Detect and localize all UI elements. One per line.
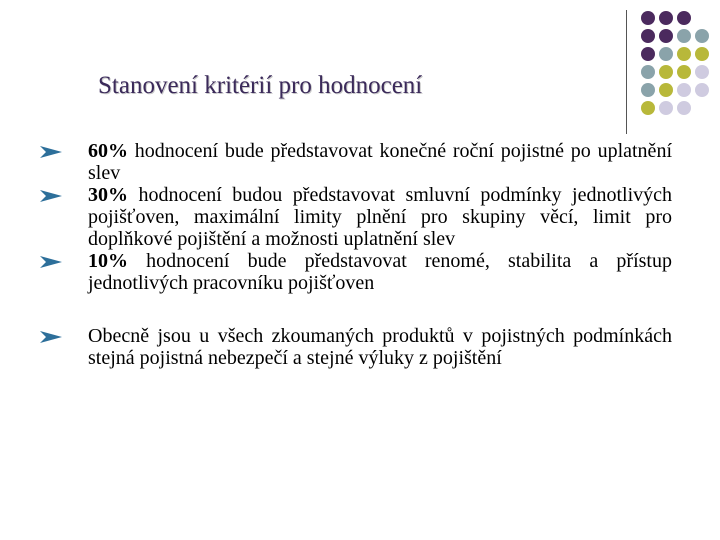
- dot: [695, 47, 709, 61]
- bullet-item: [40, 250, 672, 294]
- dot: [641, 29, 655, 43]
- dot: [641, 11, 655, 25]
- bullet-item: [40, 140, 672, 184]
- dot: [677, 83, 691, 97]
- bullet-item: [40, 325, 672, 369]
- dot: [659, 29, 673, 43]
- percent-label: 60%: [88, 140, 128, 162]
- dot: [659, 65, 673, 79]
- arrow-bullet-icon: [40, 256, 62, 268]
- dot: [641, 101, 655, 115]
- dot: [677, 11, 691, 25]
- divider-line: [626, 10, 627, 134]
- bullet-list: [40, 140, 672, 369]
- percent-label: 10%: [88, 250, 128, 272]
- dot: [695, 65, 709, 79]
- dot: [641, 47, 655, 61]
- bullet-text: hodnocení bude představovat konečné roční pojistné po uplatnění slev: [88, 140, 672, 184]
- arrow-bullet-icon: [40, 146, 62, 158]
- dot: [677, 65, 691, 79]
- slide-title: Stanovení kritérií pro hodnocení: [98, 72, 423, 99]
- dot: [677, 29, 691, 43]
- bullet-text: hodnocení bude představovat renomé, stabilita a přístup jednotlivých pracovníku pojišťoven: [88, 250, 672, 294]
- bullet-item: [40, 184, 672, 250]
- bullet-text: Obecně jsou u všech zkoumaných produktů v pojistných podmínkách stejná pojistná nebezpečí a stejné výluky z pojištění: [88, 325, 672, 369]
- dot: [659, 83, 673, 97]
- dot: [659, 47, 673, 61]
- dot: [659, 11, 673, 25]
- dot: [641, 83, 655, 97]
- arrow-bullet-icon: [40, 331, 62, 343]
- percent-label: 30%: [88, 184, 128, 206]
- arrow-bullet-icon: [40, 190, 62, 202]
- dot: [695, 83, 709, 97]
- dot: [641, 65, 655, 79]
- bullet-text: hodnocení budou představovat smluvní podmínky jednotlivých pojišťoven, maximální limity plnění pro skupiny věcí, limit pro doplňkové pojištění a možnosti uplatnění slev: [88, 184, 672, 250]
- dot: [677, 47, 691, 61]
- dot: [695, 29, 709, 43]
- dot: [677, 101, 691, 115]
- dot: [659, 101, 673, 115]
